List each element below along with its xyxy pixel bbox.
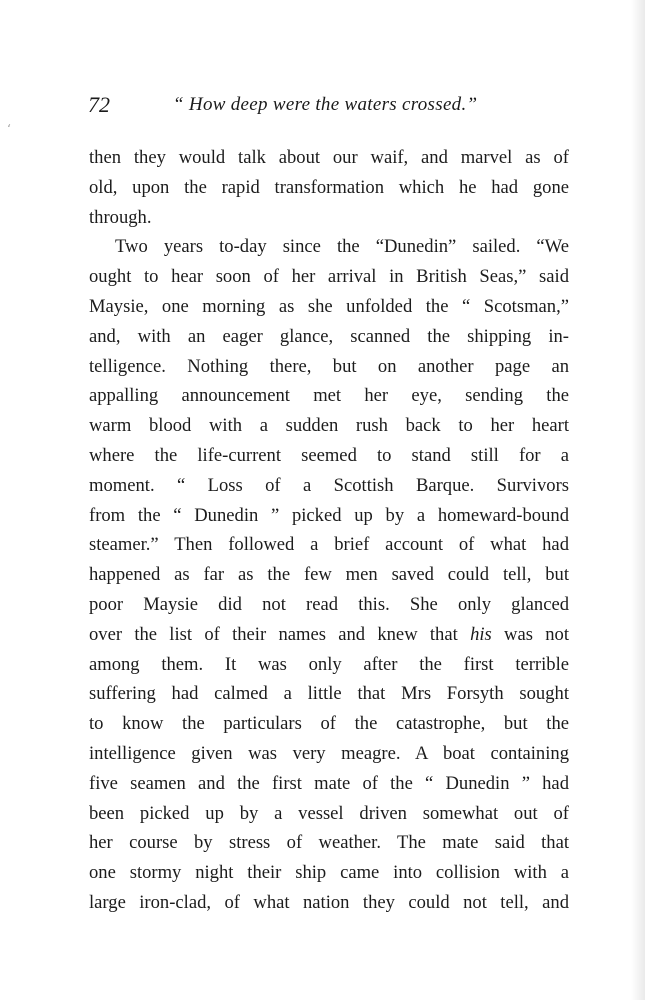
text-line: where the life-current seemed to stand still for a	[89, 444, 569, 466]
margin-mark: ‘	[7, 122, 11, 136]
text-line: and, with an eager glance, scanned the shipping in-	[89, 325, 569, 347]
text-line: five seamen and the first mate of the “ Dunedin ” had	[89, 772, 569, 794]
text-line: steamer.” Then followed a brief account of what had	[89, 534, 569, 556]
text-line: from the “ Dunedin ” picked up by a homeward-bound	[89, 504, 569, 526]
text-line: telligence. Nothing there, but on another page an	[89, 355, 569, 377]
text-line: been picked up by a vessel driven somewhat out of	[89, 802, 569, 824]
running-title: “ How deep were the waters crossed.”	[173, 94, 478, 115]
text-line: one stormy night their ship came into collision with a	[89, 862, 569, 884]
text-line: then they would talk about our waif, and marvel as of	[89, 147, 569, 168]
text-line: to know the particulars of the catastrophe, but the	[89, 713, 569, 735]
page-edge-shadow	[631, 0, 645, 1000]
text-line: old, upon the rapid transformation which he had gone	[89, 176, 569, 198]
page-number: 72	[88, 92, 110, 117]
running-head	[0, 90, 645, 120]
body-text	[89, 143, 569, 918]
text-line: warm blood with a sudden rush back to her heart	[89, 415, 569, 437]
text-fragment: was not	[491, 623, 569, 645]
text-line: appalling announcement met her eye, sending the	[89, 385, 569, 407]
text-line-with-italic	[89, 620, 569, 650]
text-line: through.	[89, 206, 152, 228]
text-line: among them. It was only after the first terrible	[89, 653, 569, 675]
text-line: Maysie, one morning as she unfolded the “ Scotsman,”	[89, 295, 569, 317]
italic-word: his	[470, 623, 492, 645]
text-line: large iron-clad, of what nation they could not tell, and	[89, 891, 569, 913]
text-line: moment. “ Loss of a Scottish Barque. Survivors	[89, 474, 569, 496]
text-line: poor Maysie did not read this. She only glanced	[89, 593, 569, 615]
text-line: her course by stress of weather. The mate said that	[89, 832, 569, 854]
text-line: happened as far as the few men saved could tell, but	[89, 564, 569, 586]
text-line: ought to hear soon of her arrival in British Seas,” said	[89, 266, 569, 288]
text-fragment: over the list of their names and knew that	[89, 623, 471, 645]
text-line: intelligence given was very meagre. A boat containing	[89, 742, 569, 764]
paragraph-first-line: Two years to-day since the “Dunedin” sailed. “We	[115, 236, 569, 258]
text-line: suffering had calmed a little that Mrs Forsyth sought	[89, 683, 569, 705]
